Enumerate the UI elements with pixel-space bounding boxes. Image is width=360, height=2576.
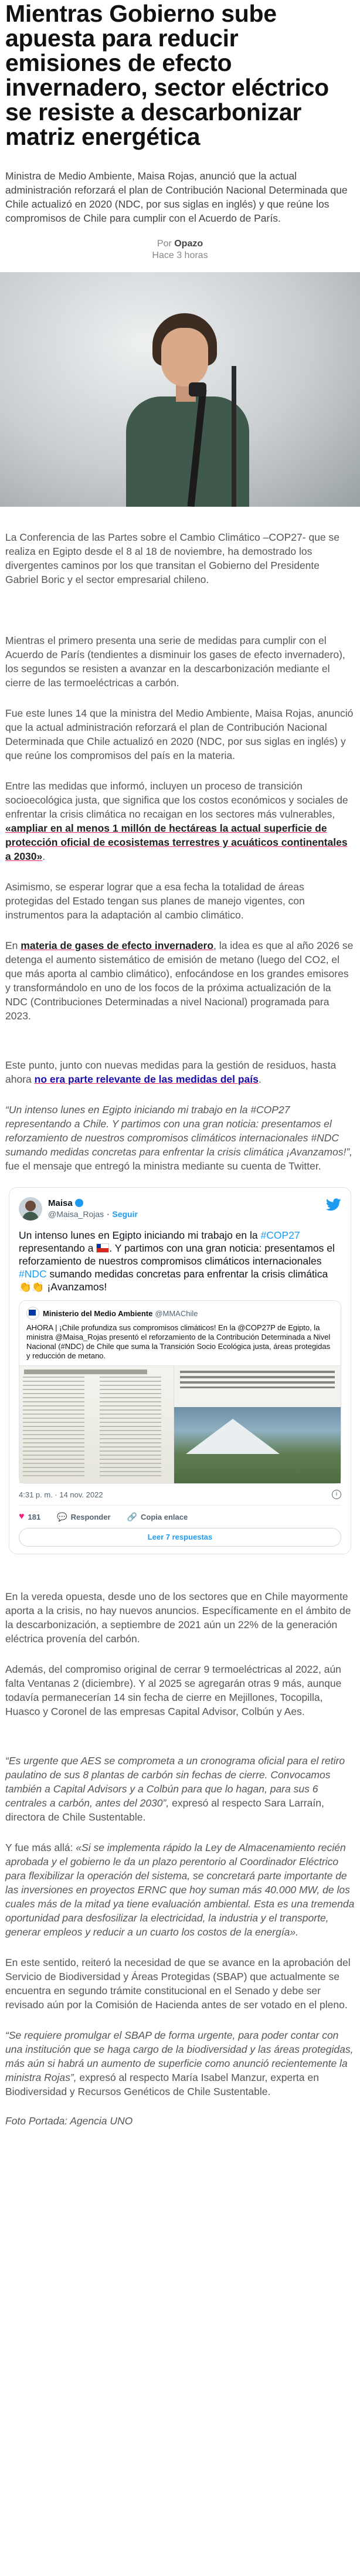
publish-time: Hace 3 horas <box>152 250 208 260</box>
verified-badge-icon <box>75 1199 83 1207</box>
embedded-tweet[interactable]: Maisa @Maisa_Rojas · Seguir Un intenso lunes en Egipto iniciando mi trabajo en la #COP27 representando a . Y partimos con una gran noticia: presentamos el reforzamiento de nuestros compromisos climáticos internacionales #NDC sumando medidas concretas para enfrentar la crisis climática 👏👏 ¡Avanzamos! Ministerio del Medio Ambiente @MMAChile AHORA | ¡Chile profundiza sus compromisos climáticos! En la @COP27P de Egipto, la ministra @Maisa_Rojas presentó el reforzamiento de la Contribución Determinada a Nivel Nacional (#NDC) de Chile que suma la Transición Socio Ecológica justa, áreas protegidas y reducción de metano. 4:31 p. m. · 14 nov. 2022 i ♥ 181 💬 Responder 🔗 Copia enlace Leer 7 respuestas <box>9 1187 351 1554</box>
paragraph: Este punto, junto con nuevas medidas para la gestión de residuos, hasta ahora no era parte relevante de las medidas del país. <box>5 1059 337 1085</box>
country-measures-link[interactable]: no era parte relevante de las medidas del país <box>34 1073 259 1085</box>
quote-paragraph: “Es urgente que AES se comprometa a un cronograma oficial para el retiro paulatino de sus 8 plantas de carbón sin fechas de cierre. Convocamos también a Capital Advisors y a Colbún para que lo hagan, para sus 6 centrales a carbón, antes del 2030”, expresó al respecto Sara Larraín, directora de Chile Sustentable. <box>5 1755 345 1823</box>
paragraph: En la vereda opuesta, desde uno de los sectores que en Chile mayormente aporta a la crisis, no hay nuevos anuncios. Específicamente en el ámbito de la descarbonización, a septiembre de 2021 aún un 22% de la generación eléctrica provenía del carbón. <box>5 1591 351 1645</box>
like-button[interactable]: ♥ 181 <box>19 1511 41 1521</box>
copy-link-button[interactable]: 🔗 Copia enlace <box>127 1511 188 1521</box>
quoted-tweet[interactable] <box>19 1300 341 1484</box>
greenhouse-gases-link[interactable]: materia de gases de efecto invernadero <box>21 940 214 951</box>
paragraph: Asimismo, se esperar lograr que a esa fecha la totalidad de áreas protegidas del Estado tengan sus planes de manejo vigentes, con instrumentos para la adaptación al cambio climático. <box>5 881 305 921</box>
tweet-author-name[interactable]: Maisa <box>48 1198 73 1208</box>
follow-button[interactable]: Seguir <box>112 1209 138 1219</box>
quote-paragraph: “Se requiere promulgar el SBAP de forma urgente, para poder contar con una institución que se haga cargo de la biodiversidad y las áreas protegidas, más aún si habrá un aumento de superficie como anunció recientemente la ministra Rojas”, expresó al respecto María Isabel Manzur, experta en Biodiversidad y Recursos Genéticos de Chile Sustentable. <box>5 2029 354 2097</box>
quoted-text: AHORA | ¡Chile profundiza sus compromisos climáticos! En la @COP27P de Egipto, la ministra @Maisa_Rojas presentó el reforzamiento de la Contribución Determinada a Nivel Nacional (#NDC) de Chile que suma la Transición Socio Ecológica justa, áreas protegidas y reducción de metano. <box>26 1323 331 1360</box>
tweet-author-handle[interactable]: @Maisa_Rojas <box>48 1209 104 1219</box>
paragraph: Y fue más allá: «Si se implementa rápido la Ley de Almacenamiento recién aprobada y el gobierno le da un plazo perentorio al Coordinador Eléctrico para flexibilizar la operación del sistema, se concretará parte importante de las inversiones en proyectos ERNC que hoy suman más 40.000 MW, de los cuales más de la mitad ya tiene evaluación ambiental. Esta es una tremenda oportunidad para desfosilizar la electricidad, la industria y el transporte, generar empleos y reducir a un cuarto los costos de la energía». <box>5 1842 355 1938</box>
quoted-avatar <box>26 1307 39 1320</box>
paragraph: En este sentido, reiteró la necesidad de que se avance en la aprobación del Servicio de Biodiversidad y Áreas Protegidas (SBAP) que actualmente se encuentra en segundo trámite constitucional en el Senado y debe ser revisado aún por la Comisión de Hacienda antes de ser votado en el pleno. <box>5 1957 351 2011</box>
quoted-author-name: Ministerio del Medio Ambiente <box>43 1309 153 1318</box>
byline <box>5 238 355 262</box>
read-replies-button[interactable]: Leer 7 respuestas <box>19 1528 341 1547</box>
author-link[interactable]: Opazo <box>174 239 203 249</box>
quoted-author-handle: @MMAChile <box>155 1309 198 1318</box>
info-icon[interactable]: i <box>332 1490 341 1499</box>
tweet-text: Un intenso lunes en Egipto iniciando mi trabajo en la #COP27 representando a . Y partimos con una gran noticia: presentamos el reforzamiento de nuestros compromisos climáticos internacionales #NDC sumando medidas concretas para enfrentar la crisis climática 👏👏 ¡Avanzamos! <box>19 1229 335 1293</box>
article-headline: Mientras Gobierno sube apuesta para reducir emisiones de efecto invernadero, sector eléctrico se resiste a descarbonizar matriz energética <box>5 0 329 150</box>
paragraph: Fue este lunes 14 que la ministra del Medio Ambiente, Maisa Rojas, anunció que la actual administración reforzará el plan de Contribución Nacional Determinada que Chile actualizó en 2020 (NDC, por sus siglas en inglés) y que reúne los compromisos del país en la materia. <box>5 707 354 761</box>
heart-icon: ♥ <box>19 1511 25 1521</box>
reply-icon: 💬 <box>57 1511 67 1521</box>
photo-credit: Foto Portada: Agencia UNO <box>5 2115 133 2127</box>
paragraph: Además, del compromiso original de cerrar 9 termoeléctricas al 2022, aún falta Ventanas 2 (diciembre). Y al 2025 se agregarán otras 9 más, aunque todavía permanecerían 14 sin fecha de cierre en Mejillones, Tocopilla, Huasco y Coronel de las empresas Capital Advisor, Colbún y Aes. <box>5 1663 342 1717</box>
hashtag-link[interactable]: #NDC <box>19 1268 47 1280</box>
paragraph: Mientras el primero presenta una serie de medidas para cumplir con el Acuerdo de París (tendientes a disminuir los gases de efecto invernadero), los segundos se resisten a avanzar en la descarbonización mediante el cierre de las termoeléctricas a carbón. <box>5 635 345 689</box>
quoted-media-image[interactable] <box>19 1365 341 1483</box>
paragraph: En materia de gases de efecto invernadero, la idea es que al año 2026 se detenga el aumento sistemático de emisión de metano (luego del CO2, el que más aporta al cambio climático), enfocándose en los grandes emisores y transformándolo en uno de los focos de la próxima actualización de la NDC (Contribuciones Determinadas a nivel Nacional) programada para 2023. <box>5 940 354 1022</box>
image-caption: La Conferencia de las Partes sobre el Cambio Climático –COP27- que se realiza en Egipto desde el 8 al 18 de noviembre, ha demostrado los divergentes caminos por los que transitan el Gobierno del Presidente Gabriel Boric y el sector empresarial chileno. <box>5 531 340 585</box>
twitter-bird-icon[interactable] <box>326 1198 341 1211</box>
byline-prefix: Por <box>157 239 172 249</box>
reply-button[interactable]: 💬 Responder <box>57 1511 111 1521</box>
chile-flag-icon <box>96 1243 109 1253</box>
link-icon: 🔗 <box>127 1511 137 1521</box>
tweet-timestamp[interactable]: 4:31 p. m. · 14 nov. 2022 <box>19 1490 103 1499</box>
tweet-avatar[interactable] <box>19 1197 42 1221</box>
hashtag-link[interactable]: #COP27 <box>260 1229 300 1241</box>
article-lead: Ministra de Medio Ambiente, Maisa Rojas, anunció que la actual administración reforzará el plan de Contribución Nacional Determinada que Chile actualizó en 2020 (NDC, por sus siglas en inglés) y que reúne los compromisos de Chile para cumplir con el Acuerdo de París. <box>5 170 348 224</box>
protected-areas-link[interactable]: «ampliar en al menos 1 millón de hectáreas la actual superficie de protección oficial de ecosistemas terrestres y acuáticos continentales a 2030» <box>5 822 348 862</box>
paragraph: Entre las medidas que informó, incluyen un proceso de transición socioecológica justa, que significa que los costos económicos y sociales de enfrentar la crisis climática no recaigan en los sectores más vulnerables, «ampliar en al menos 1 millón de hectáreas la actual superficie de protección oficial de ecosistemas terrestres y acuáticos continentales a 2030». <box>5 780 348 862</box>
quote-paragraph: “Un intenso lunes en Egipto iniciando mi trabajo en la #COP27 representando a Chile. Y partimos con una gran noticia: presentamos el reforzamiento de nuestros compromisos climáticos internacionales #NDC sumando medidas concretas para enfrentar la crisis climática ¡Avanzamos!”, fue el mensaje que entregó la ministra mediante su cuenta de Twitter. <box>5 1104 353 1172</box>
hero-image <box>0 272 360 507</box>
